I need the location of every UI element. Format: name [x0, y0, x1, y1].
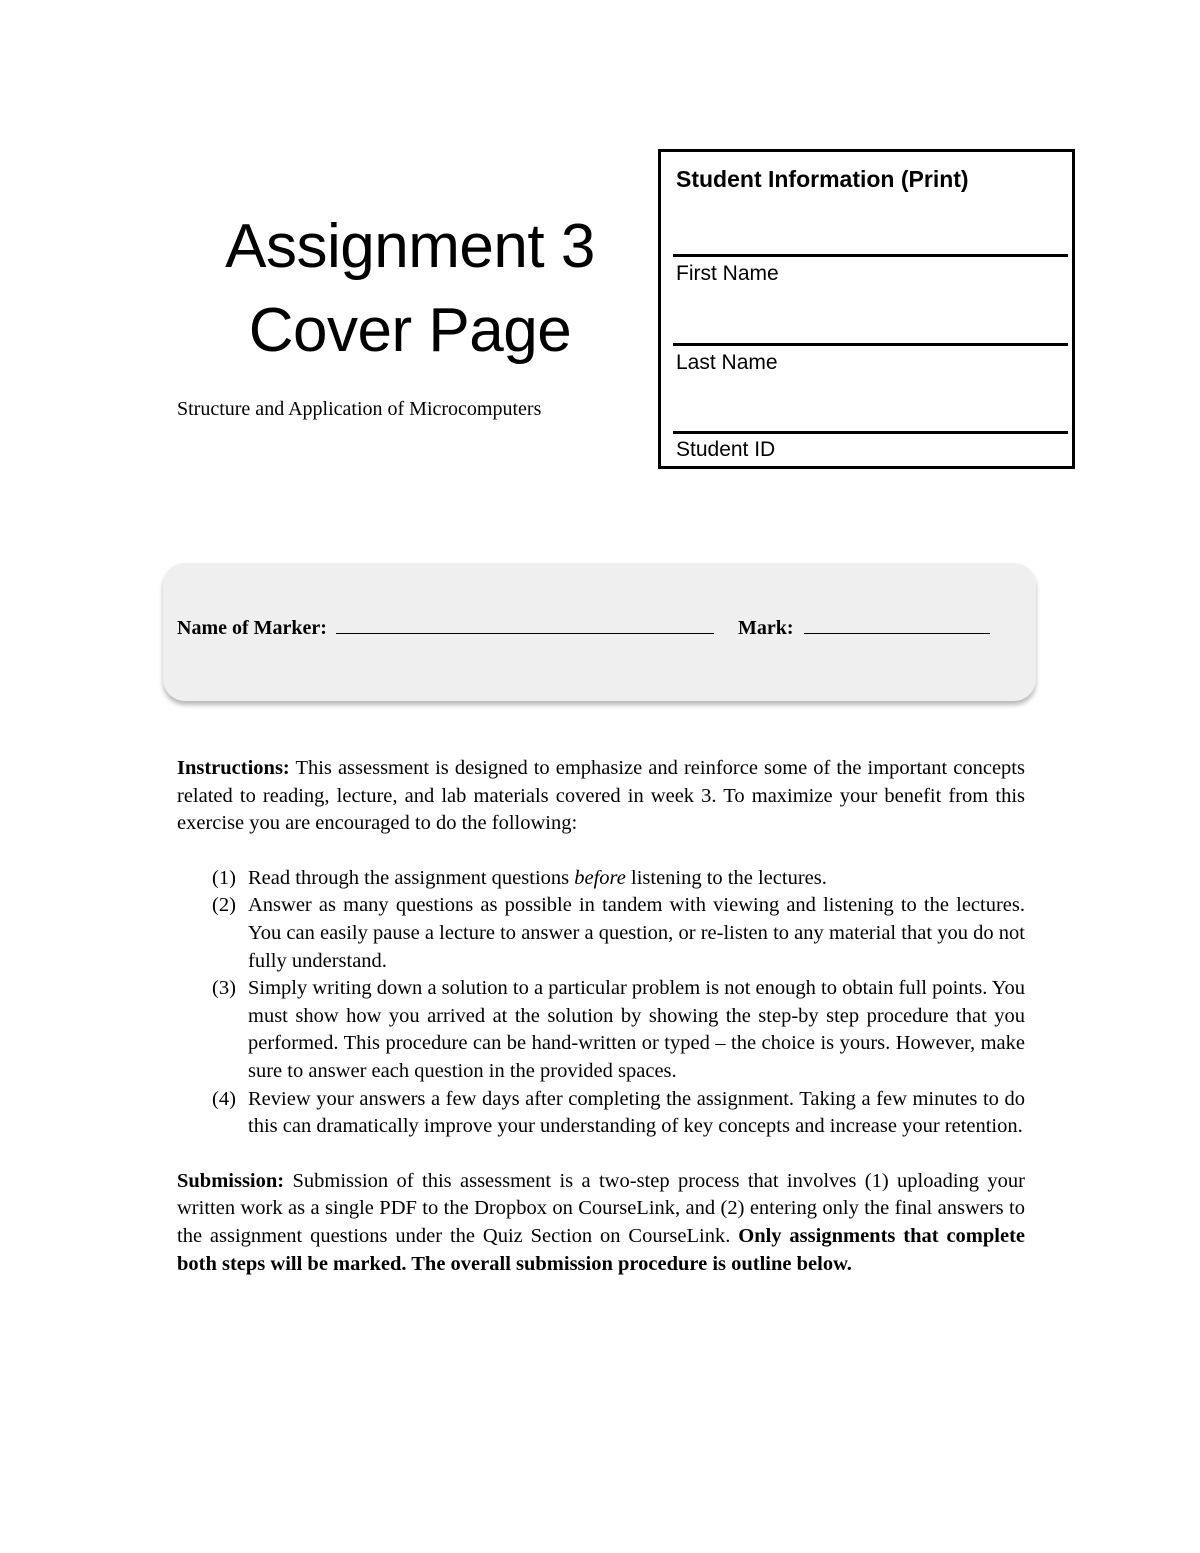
student-id-field[interactable]	[673, 431, 1068, 434]
instructions-label: Instructions:	[177, 757, 290, 779]
submission-paragraph	[177, 1168, 1025, 1278]
list-item-emphasis: before	[574, 866, 626, 889]
list-item	[212, 892, 1025, 975]
list-item-number: (2)	[212, 894, 236, 917]
list-item-number: (4)	[212, 1087, 236, 1110]
list-item	[212, 865, 1025, 893]
last-name-label: Last Name	[676, 351, 778, 374]
student-info-heading: Student Information (Print)	[676, 166, 969, 192]
marker-panel	[163, 563, 1036, 701]
title-line-1: Assignment 3	[225, 212, 595, 281]
marker-row	[177, 617, 990, 640]
list-item-text: Answer as many questions as possible in tandem with viewing and listening to the lectures. You can easily pause a lecture to answer a question, or re-listen to any material that you do not fully understand.	[248, 894, 1025, 972]
title-line-2: Cover Page	[248, 296, 572, 365]
first-name-label: First Name	[676, 262, 779, 285]
submission-text: Submission of this assessment is a two-step process that involves (1) uploading your written work as a single PDF to the Dropbox on CourseLink, and (2) entering only the final answers to the assignment questions under the Quiz Section on CourseLink.	[177, 1169, 1025, 1247]
list-item-number: (1)	[212, 866, 236, 889]
document-title	[160, 205, 660, 373]
list-item-text: Simply writing down a solution to a particular problem is not enough to obtain full points. You must show how you arrived at the solution by showing the step-by step procedure that you performed. This procedure can be hand-written or typed – the choice is yours. However, make sure to answer each question in the provided spaces.	[248, 977, 1025, 1082]
list-item-text: Review your answers a few days after completing the assignment. Taking a few minutes to do this can dramatically improve your understanding of key concepts and increase your retention.	[248, 1087, 1025, 1138]
student-information-box	[658, 149, 1075, 469]
marker-name-field[interactable]	[336, 619, 714, 634]
submission-label: Submission:	[177, 1169, 285, 1192]
instructions-section	[177, 755, 1025, 1278]
list-item	[212, 975, 1025, 1085]
marker-name-label: Name of Marker:	[177, 617, 327, 639]
student-id-label: Student ID	[676, 438, 776, 461]
list-item-text: Read through the assignment questions	[248, 866, 570, 889]
instructions-list	[177, 865, 1025, 1141]
list-item-number: (3)	[212, 977, 236, 1000]
last-name-field[interactable]	[673, 343, 1068, 346]
mark-field[interactable]	[804, 619, 990, 634]
course-name: Structure and Application of Microcomputers	[177, 398, 542, 420]
list-item	[212, 1086, 1025, 1141]
submission-bold-text: Only assignments that complete both steps will be marked. The overall submission procedure is outline below.	[177, 1224, 1026, 1275]
list-item-text: listening to the lectures.	[631, 866, 827, 889]
instructions-paragraph	[177, 755, 1025, 838]
first-name-field[interactable]	[673, 254, 1068, 257]
mark-label: Mark:	[737, 617, 794, 639]
instructions-text: This assessment is designed to emphasize and reinforce some of the important concepts related to reading, lecture, and lab materials covered in week 3. To maximize your benefit from this exercise you are encouraged to do the following:	[177, 757, 1025, 835]
